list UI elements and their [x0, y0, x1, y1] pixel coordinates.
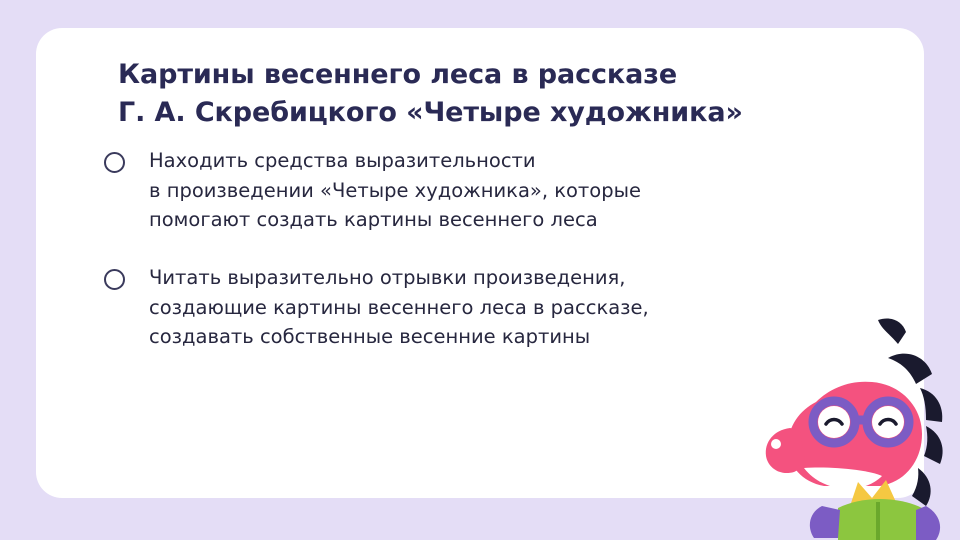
list-item-line-2: создающие картины весеннего леса в рассказе,: [149, 295, 649, 319]
page-title: [118, 56, 878, 133]
dinosaur-mascot-icon: [730, 310, 960, 540]
list-item-line-2: в произведении «Четыре художника», которые: [149, 178, 641, 202]
circle-bullet-icon: [104, 269, 125, 290]
list-item-line-3: создавать собственные весенние картины: [149, 325, 591, 349]
list-item-text: [149, 146, 641, 235]
list-item: [104, 146, 844, 235]
page-title-line-1: Картины весеннего леса в рассказе: [118, 59, 678, 90]
page-title-line-2: Г. А. Скребицкого «Четыре художника»: [118, 97, 743, 129]
list-item-line-1: Находить средства выразительности: [149, 149, 536, 172]
list-item-text: [149, 263, 649, 352]
list-item-line-3: помогают создать картины весеннего леса: [149, 208, 598, 232]
circle-bullet-icon: [104, 152, 125, 173]
list-item-line-1: Читать выразительно отрывки произведения,: [149, 265, 626, 289]
